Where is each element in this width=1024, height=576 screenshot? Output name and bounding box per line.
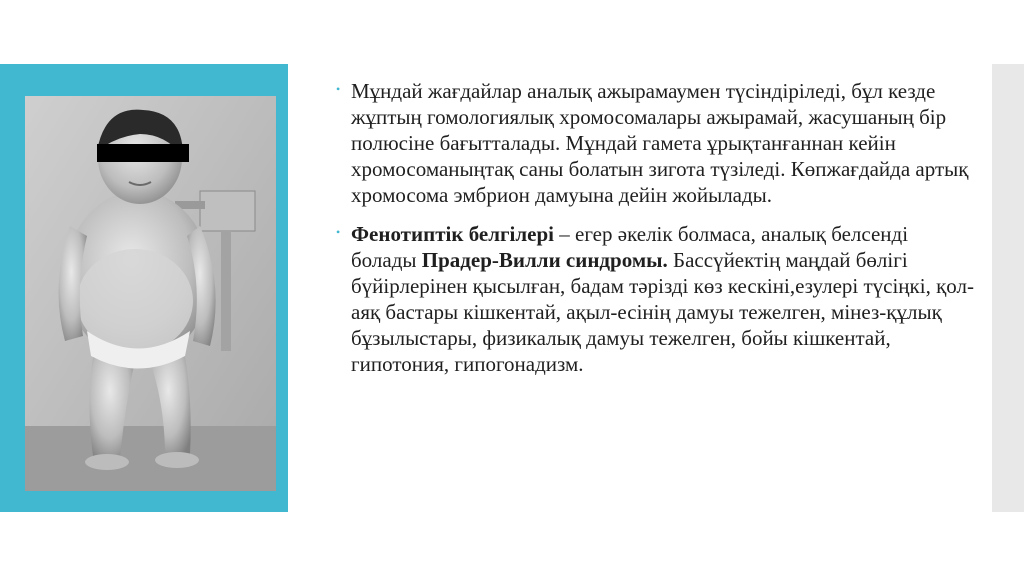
syndrome-name: Прадер-Вилли синдромы. <box>421 248 668 272</box>
text-content <box>336 78 976 390</box>
side-accent-bar <box>992 64 1024 512</box>
bullet-item-1 <box>336 78 976 208</box>
eye-censor-bar <box>97 144 189 162</box>
bullet-text-mid: – егер әкелік болмаса, аналық белсенді болады <box>351 222 909 272</box>
bullet-icon: • <box>336 82 341 96</box>
bullet-icon: • <box>336 225 341 239</box>
bullet-text: Мұндай жағдайлар аналық ажырамаумен түсіндіріледі, бұл кезде жұптың гомологиялық хромосомалары ажырамай, жасушаның бір полюсіне бағытталады. Мұндай гамета ұрықтанғаннан кейін хромосоманыңтақ саны болатын зигота түзіледі. Көпжағдайда артық хромосома эмбрион дамуына дейін жойылады. <box>351 79 969 207</box>
bullet-bold-heading: Фенотиптік белгілері <box>351 222 555 246</box>
bullet-text-end: Бассүйектің маңдай бөлігі бүйірлерінен қысылған, бадам тәрізді көз кескіні,езулері түсіңкі, қол-аяқ бастары кішкентай, ақыл-есінің дамуы тежелген, мінез-құлық бұзылыстары, физикалық дамуы тежелген, бойы кішкентай, гипотония, гипогонадизм. <box>351 248 974 376</box>
photo-illustration <box>25 96 276 491</box>
patient-photo <box>25 96 276 491</box>
bullet-item-2 <box>336 221 976 377</box>
